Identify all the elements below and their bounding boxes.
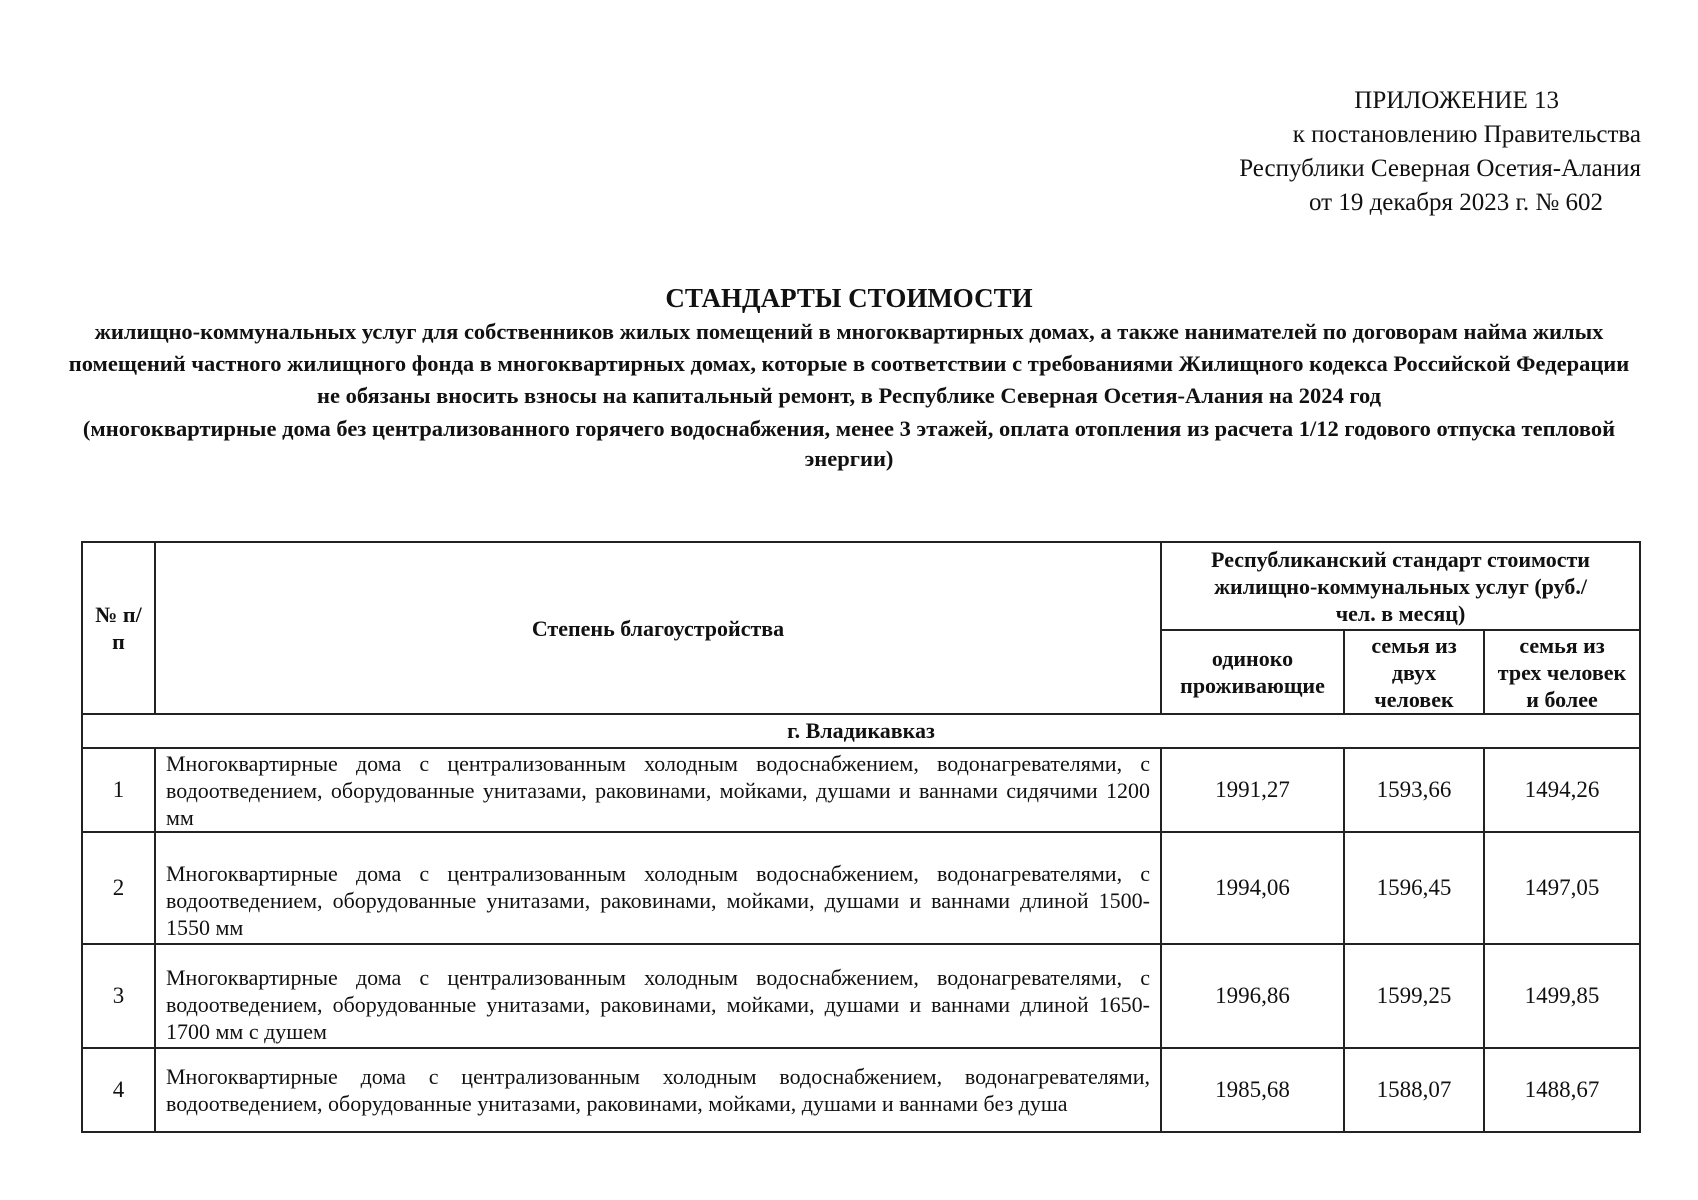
document-title-block — [60, 282, 1638, 474]
row-value-two: 1588,07 — [1344, 1048, 1484, 1132]
header-single — [1161, 630, 1344, 714]
appendix-resolution: к постановлению Правительства — [1292, 121, 1641, 148]
row-number: 3 — [82, 944, 155, 1048]
table-row — [82, 1048, 1640, 1132]
row-description-text: Многоквартирные дома с централизованным холодным водоснабжением, водонагревателями, с водоотведением, оборудованные унитазами, раковинами, мойками, душами и ваннами длиной 1500-1550 мм — [166, 861, 1150, 940]
cost-standards-table — [81, 541, 1641, 1133]
document-title: СТАНДАРТЫ СТОИМОСТИ — [665, 283, 1033, 313]
row-number: 1 — [82, 748, 155, 832]
city-name: г. Владикавказ — [82, 714, 1640, 748]
row-value-single: 1996,86 — [1161, 944, 1344, 1048]
row-value-two: 1596,45 — [1344, 832, 1484, 944]
table-header-row — [82, 542, 1640, 630]
row-value-single: 1994,06 — [1161, 832, 1344, 944]
row-value-three: 1499,85 — [1484, 944, 1640, 1048]
row-description — [155, 832, 1161, 944]
row-description: Многоквартирные дома с централизованным холодным водоснабжением, водонагревателями, водоотведением, оборудованные унитазами, раковинами, мойками, душами и ваннами без душа — [155, 1048, 1161, 1132]
header-standard-label: Республиканский стандарт стоимости жилищно-коммунальных услуг (руб./чел. в месяц) — [1211, 546, 1590, 626]
header-single-label: одиноко проживающие — [1180, 646, 1325, 698]
row-value-two: 1593,66 — [1344, 748, 1484, 832]
row-value-three: 1488,67 — [1484, 1048, 1640, 1132]
row-value-single: 1991,27 — [1161, 748, 1344, 832]
table-row — [82, 832, 1640, 944]
city-row — [82, 714, 1640, 748]
header-degree: Степень благоустройства — [155, 542, 1161, 714]
appendix-block — [1121, 84, 1641, 220]
appendix-title: ПРИЛОЖЕНИЕ 13 — [1354, 87, 1559, 114]
row-value-three: 1497,05 — [1484, 832, 1640, 944]
header-standard — [1161, 542, 1640, 630]
row-description-text: Многоквартирные дома с централизованным холодным водоснабжением, водонагревателями, с водоотведением, оборудованные унитазами, раковинами, мойками, душами и ваннами длиной 1650-1700 мм с душем — [166, 965, 1150, 1044]
table-row — [82, 944, 1640, 1048]
row-description — [155, 944, 1161, 1048]
header-number-label: № п/п — [95, 602, 142, 654]
row-number: 2 — [82, 832, 155, 944]
table-row — [82, 748, 1640, 832]
appendix-date: от 19 декабря 2023 г. № 602 — [1308, 189, 1603, 216]
header-two — [1344, 630, 1484, 714]
document-subtitle-note: (многоквартирные дома без централизованного горячего водоснабжения, менее 3 этажей, оплата отопления из расчета 1/12 годового отпуска тепловой энергии) — [82, 416, 1616, 471]
row-description: Многоквартирные дома с централизованным холодным водоснабжением, водонагревателями, с водоотведением, оборудованные унитазами, раковинами, мойками, душами и ваннами сидячими 1200 мм — [155, 748, 1161, 832]
header-three-label: семья из трех человек и более — [1497, 632, 1627, 712]
row-value-single: 1985,68 — [1161, 1048, 1344, 1132]
header-two-label: семья из двух человек — [1371, 632, 1457, 712]
row-number: 4 — [82, 1048, 155, 1132]
header-three — [1484, 630, 1640, 714]
appendix-government: Республики Северная Осетия-Алания — [1239, 155, 1641, 182]
document-subtitle: жилищно-коммунальных услуг для собственников жилых помещений в многоквартирных домах, а также нанимателей по договорам найма жилых помещений частного жилищного фонда в многоквартирных домах, которые в соответствии с требованиями Жилищного кодекса Российской Федерации не обязаны вносить взносы на капитальный ремонт, в Республике Северная Осетия-Алания на 2024 год — [68, 319, 1630, 408]
row-value-two: 1599,25 — [1344, 944, 1484, 1048]
row-value-three: 1494,26 — [1484, 748, 1640, 832]
header-number — [82, 542, 155, 714]
